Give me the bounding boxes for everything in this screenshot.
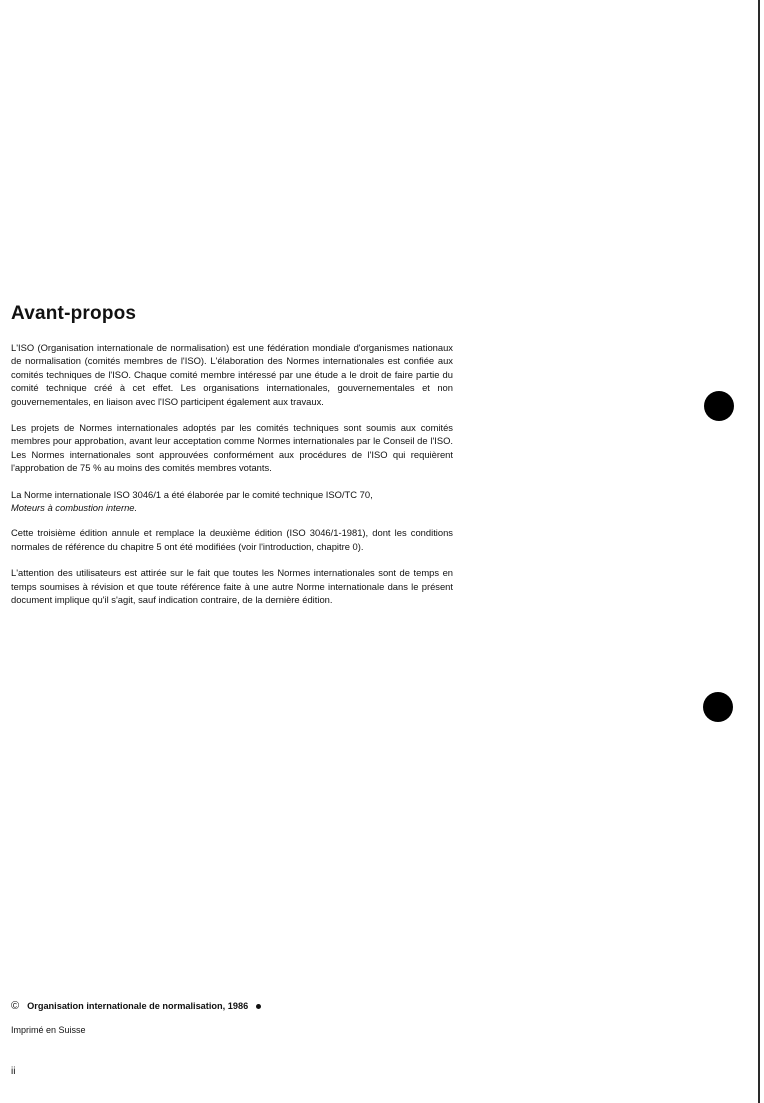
bullet-dot-icon: [256, 1004, 261, 1009]
paragraph-committee: [11, 488, 453, 515]
committee-title: Moteurs à combustion interne.: [11, 502, 138, 514]
copyright-icon: ©: [11, 1000, 20, 1012]
committee-line: La Norme internationale ISO 3046/1 a été élaborée par le comité technique ISO/TC 70,: [11, 488, 373, 500]
foreword-body: [11, 341, 453, 620]
paragraph-revision: L'attention des utilisateurs est attirée sur le fait que toutes les Normes internationales sont de temps en temps soumises à révision et que toute référence faite à une autre Norme internationale dans le présent document implique qu'il s'agit, sauf indication contraire, de la dernière édition.: [11, 567, 453, 606]
page-title: Avant-propos: [11, 303, 137, 324]
page-edge: [758, 0, 760, 1103]
punch-hole-top: [704, 391, 734, 421]
page-number: ii: [11, 1066, 16, 1077]
copyright-line: [11, 1000, 261, 1012]
printed-location: Imprimé en Suisse: [11, 1025, 86, 1035]
paragraph-edition: Cette troisième édition annule et remplace la deuxième édition (ISO 3046/1-1981), dont les conditions normales de référence du chapitre 5 ont été modifiées (voir l'introduction, chapitre 0).: [11, 527, 453, 552]
paragraph-approval: Les projets de Normes internationales adoptés par les comités techniques sont soumis aux comités membres pour approbation, avant leur acceptation comme Normes internationales par le Conseil de l'ISO. Les Normes internationales sont approuvées conformément aux procédures de l'ISO qui requièrent l'approbation de 75 % au moins des comités membres votants.: [11, 422, 453, 474]
copyright-text: Organisation internationale de normalisation, 1986: [27, 1001, 249, 1011]
paragraph-iso-intro: L'ISO (Organisation internationale de normalisation) est une fédération mondiale d'organismes nationaux de normalisation (comités membres de l'ISO). L'élaboration des Normes internationales est confiée aux comités techniques de l'ISO. Chaque comité membre intéressé par une étude a le droit de faire partie du comité technique créé à cet effet. Les organisations internationales, gouvernementales et non gouvernementales, en liaison avec l'ISO participent également aux travaux.: [11, 342, 453, 407]
punch-hole-bottom: [703, 692, 733, 722]
